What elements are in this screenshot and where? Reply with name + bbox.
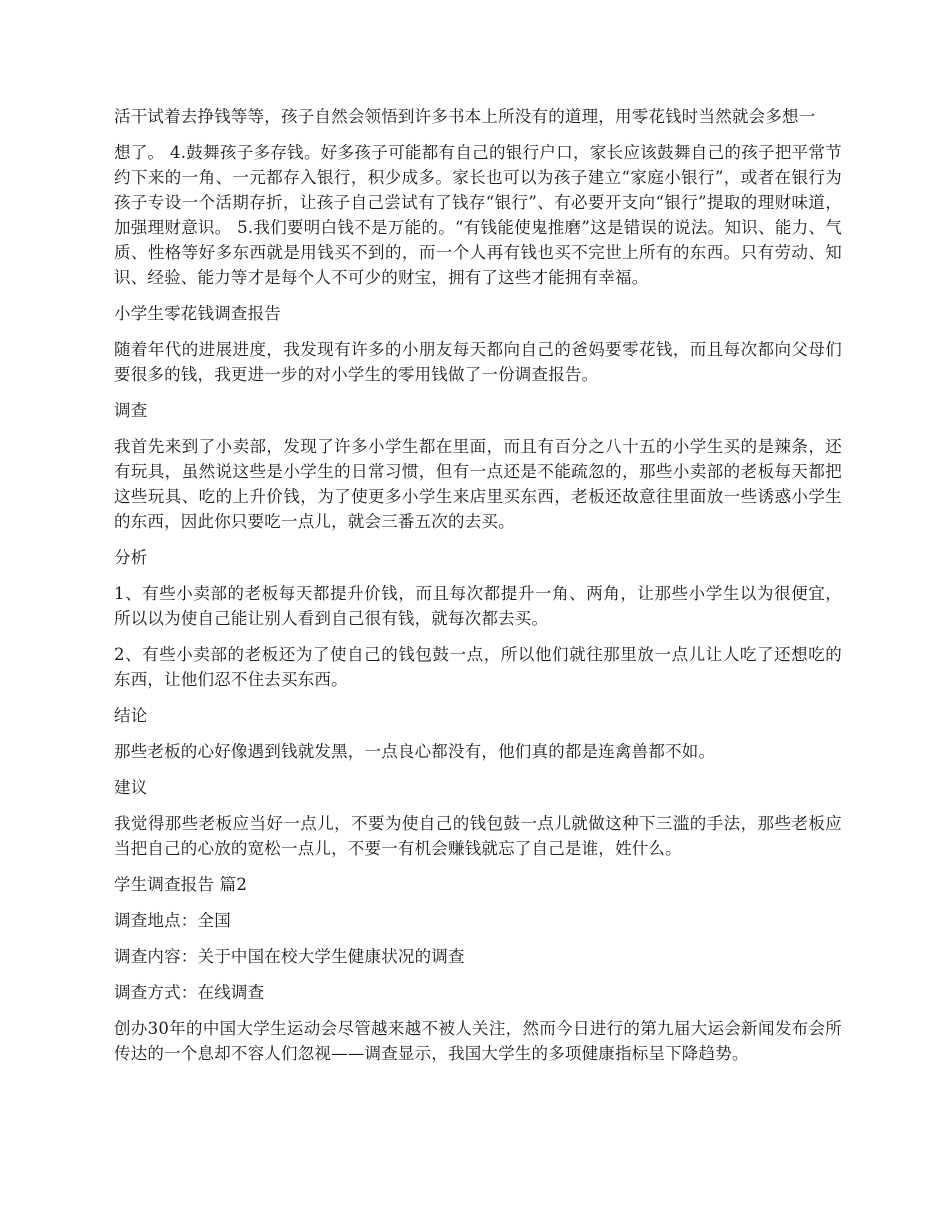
paragraph-analysis-1: 1、有些小卖部的老板每天都提升价钱，而且每次都提升一角、两角，让那些小学生以为很便宜，所以以为使自己能让别人看到自己很有钱，就每次都去买。 — [114, 584, 842, 628]
paragraph-suggestion: 我觉得那些老板应当好一点儿，不要为使自己的钱包鼓一点儿就做这种下三滥的手法，那些老板应当把自己的心放的宽松一点儿，不要一有机会赚钱就忘了自己是谁，姓什么。 — [114, 814, 842, 858]
section-title-report-2: 学生调查报告 篇2 — [114, 875, 248, 894]
section-title-pocket-money-report: 小学生零花钱调查报告 — [114, 304, 281, 323]
paragraph-1: 活干试着去挣钱等等，孩子自然会领悟到许多书本上所没有的道理，用零花钱时当然就会多想一 — [114, 107, 816, 126]
heading-suggestion: 建议 — [114, 778, 148, 797]
paragraph-survey: 我首先来到了小卖部，发现了许多小学生都在里面，而且有百分之八十五的小学生买的是辣条，还有玩具，虽然说这些是小学生的日常习惯，但有一点还是不能疏忽的，那些小卖部的老板每天都把这些玩具、吃的上升价钱，为了使更多小学生来店里买东西，老板还故意往里面放一些诱惑小学生的东西，因此你只要吃一点儿，就会三番五次的去买。 — [114, 437, 842, 531]
heading-analysis: 分析 — [114, 548, 148, 567]
paragraph-2: 想了。 4.鼓舞孩子多存钱。好多孩子可能都有自己的银行户口，家长应该鼓舞自己的孩子把平常节约下来的一角、一元都存入银行，积少成多。家长也可以为孩子建立“家庭小银行”，或者在银行为孩子专设一个活期存折，让孩子自己尝试有了钱存“银行”、有必要开支向“银行”提取的理财味道，加强理财意识。 5.我们要明白钱不是万能的。“有钱能使鬼推磨”这是错误的说法。知识、能力、气质、性格等好多东西就是用钱买不到的，而一个人再有钱也买不完世上所有的东西。只有劳动、知识、经验、能力等才是每个人不可少的财宝，拥有了这些才能拥有幸福。 — [114, 143, 842, 287]
document-page — [114, 104, 842, 1077]
heading-conclusion: 结论 — [114, 706, 148, 725]
survey-content: 调查内容：关于中国在校大学生健康状况的调查 — [114, 947, 465, 966]
survey-method: 调查方式：在线调查 — [114, 983, 265, 1002]
paragraph-conclusion: 那些老板的心好像遇到钱就发黑，一点良心都没有，他们真的都是连禽兽都不如。 — [114, 742, 716, 761]
paragraph-intro: 随着年代的进展进度，我发现有许多的小朋友每天都向自己的爸妈要零花钱，而且每次都向父母们要很多的钱，我更进一步的对小学生的零用钱做了一份调查报告。 — [114, 340, 842, 384]
paragraph-universiade: 创办30年的中国大学生运动会尽管越来越不被人关注，然而今日进行的第九届大运会新闻发布会所传达的一个息却不容人们忽视——调查显示，我国大学生的多项健康指标呈下降趋势。 — [114, 1019, 842, 1063]
heading-survey: 调查 — [114, 401, 148, 420]
survey-location: 调查地点：全国 — [114, 911, 231, 930]
paragraph-analysis-2: 2、有些小卖部的老板还为了使自己的钱包鼓一点，所以他们就往那里放一点儿让人吃了还想吃的东西，让他们忍不住去买东西。 — [114, 645, 842, 689]
